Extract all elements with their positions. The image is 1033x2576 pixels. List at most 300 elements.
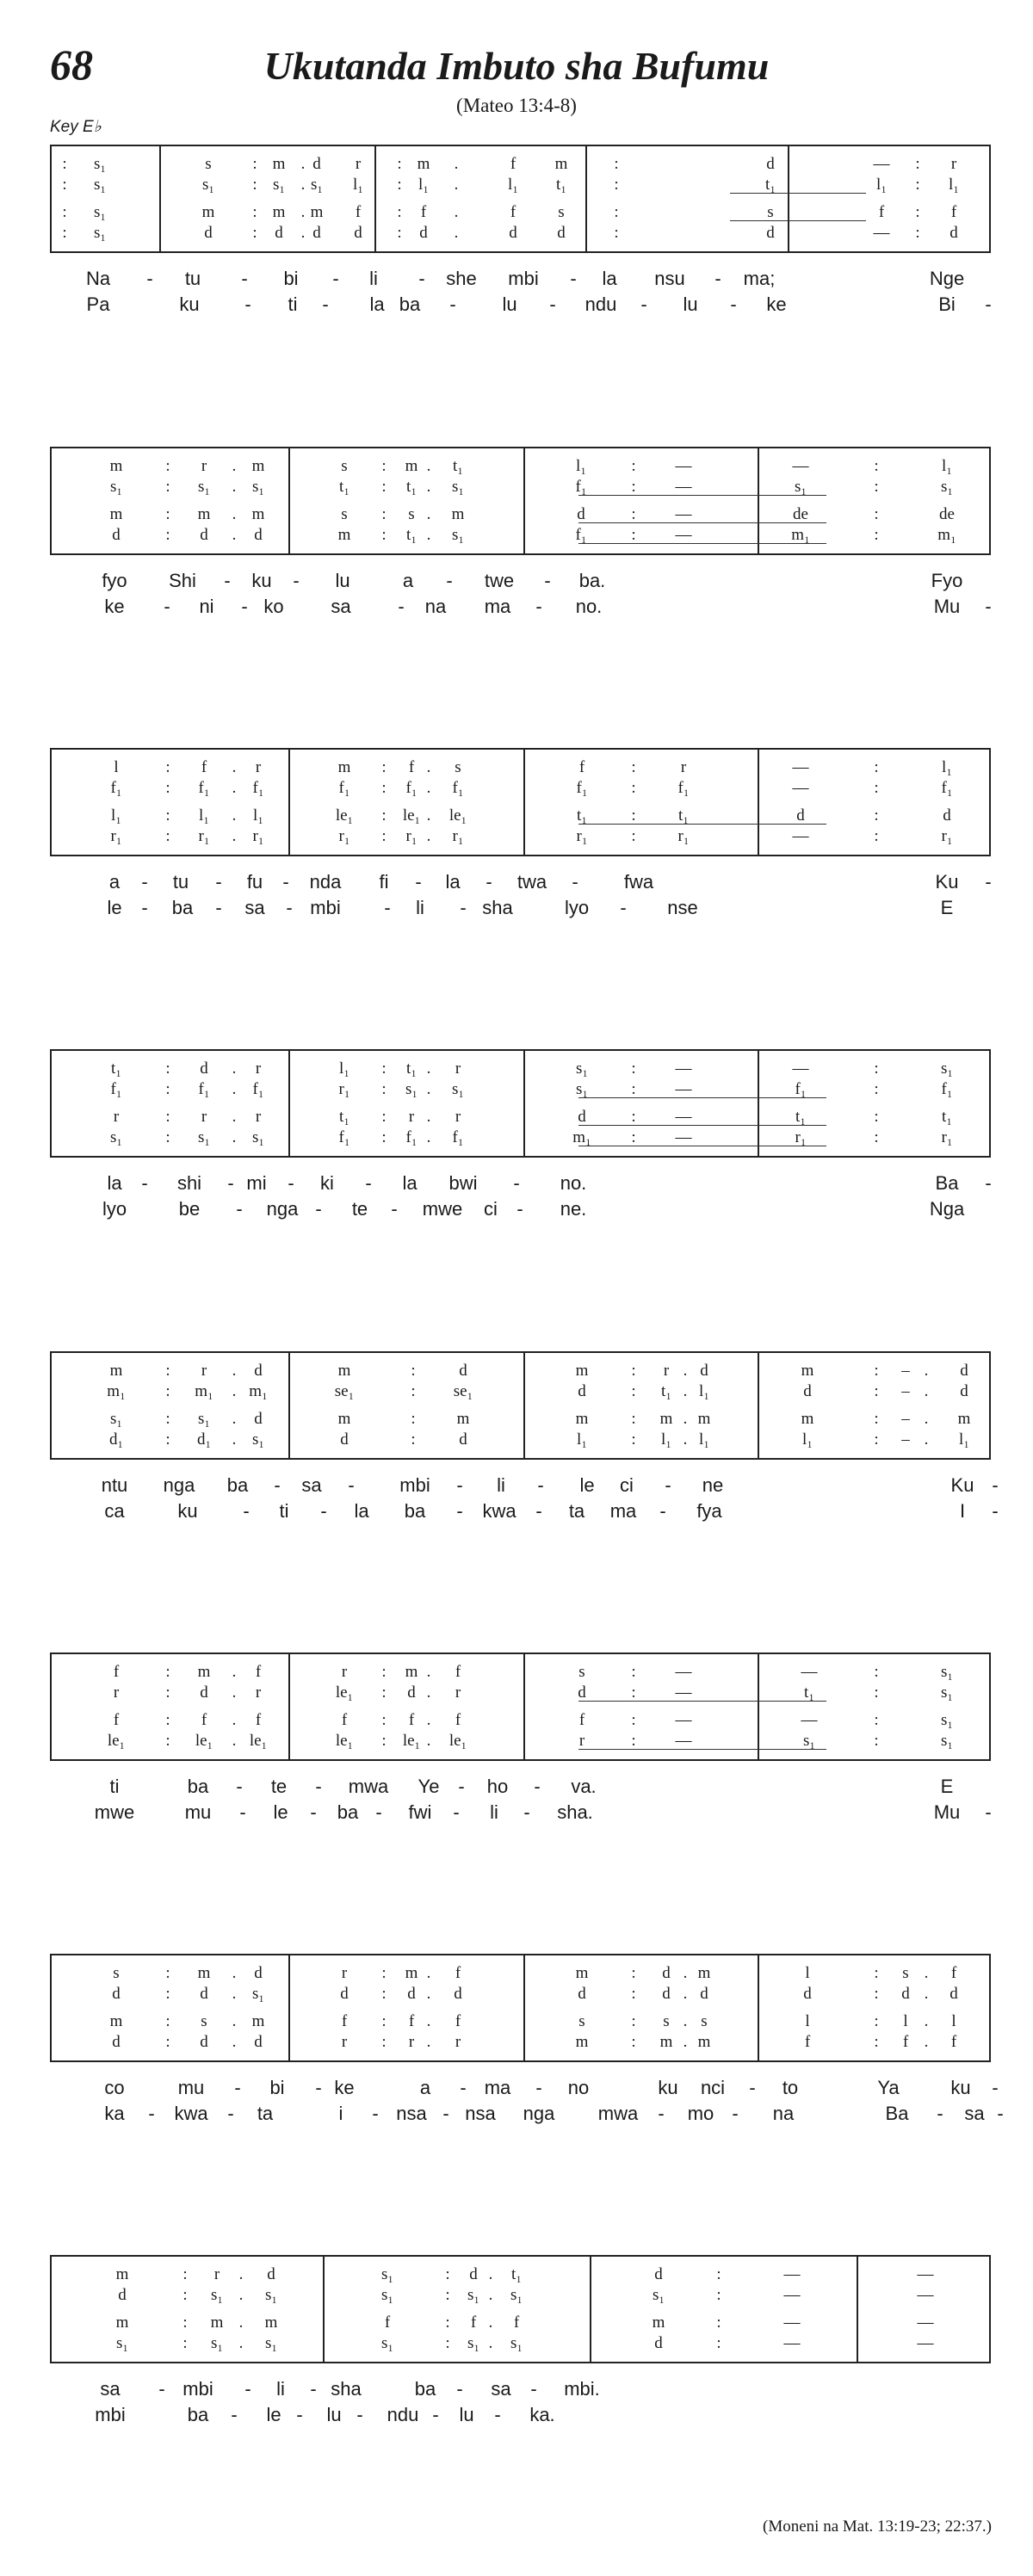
lyric-syllable: - bbox=[231, 2404, 238, 2425]
solfa-note: s₁ bbox=[264, 2286, 278, 2304]
solfa-note: s₁ bbox=[652, 2286, 665, 2304]
solfa-note: . bbox=[232, 1964, 237, 1982]
solfa-note: s₁ bbox=[940, 1663, 954, 1681]
solfa-note: : bbox=[62, 155, 67, 173]
voice-part-row bbox=[52, 224, 989, 243]
lyric-syllable: ci bbox=[484, 1198, 498, 1220]
solfa-note: f bbox=[513, 2313, 520, 2332]
solfa-note: . bbox=[232, 1108, 237, 1126]
lyric-syllable: nda bbox=[309, 871, 342, 893]
solfa-note: — bbox=[675, 1128, 692, 1146]
solfa-note: s bbox=[408, 505, 415, 523]
lyric-syllable: nse bbox=[667, 897, 698, 918]
solfa-note: d bbox=[766, 155, 775, 173]
solfa-note: : bbox=[165, 1663, 170, 1681]
solfa-note: : bbox=[874, 505, 879, 523]
solfa-note: : bbox=[874, 1128, 879, 1146]
lyric-syllable: ba. bbox=[578, 570, 606, 591]
solfa-note: — bbox=[801, 1663, 818, 1681]
solfa-note: f bbox=[578, 758, 585, 776]
lyric-syllable: - bbox=[315, 1198, 322, 1220]
lyric-syllable: - bbox=[456, 1474, 463, 1496]
key-signature: Key E♭ bbox=[50, 118, 102, 136]
solfa-note: : bbox=[915, 155, 920, 173]
lyric-syllable: mbi bbox=[95, 2404, 126, 2425]
solfa-note: f₁ bbox=[575, 526, 587, 544]
solfa-note: f bbox=[113, 1711, 120, 1729]
solfa-note: s bbox=[113, 1964, 120, 1982]
lyric-syllable: ba bbox=[187, 1776, 209, 1797]
solfa-note: . bbox=[683, 2033, 688, 2051]
solfa-note: f₁ bbox=[452, 779, 464, 797]
solfa-note: f₁ bbox=[452, 1128, 464, 1146]
solfa-note: : bbox=[874, 1059, 879, 1078]
lyric-syllable: - bbox=[241, 268, 248, 289]
solfa-note: . bbox=[232, 779, 237, 797]
lyric-syllable: - bbox=[442, 2103, 449, 2124]
solfa-note: d bbox=[459, 1362, 467, 1380]
lyric-syllable: - bbox=[164, 596, 170, 617]
solfa-note: : bbox=[381, 1128, 387, 1146]
solfa-note: f bbox=[341, 1711, 348, 1729]
solfa-note: . bbox=[232, 478, 237, 496]
music-system-1 bbox=[50, 145, 991, 253]
solfa-note: . bbox=[924, 1430, 929, 1449]
lyric-line-verse-1 bbox=[50, 1473, 999, 1498]
solfa-note: : bbox=[182, 2334, 188, 2352]
lyric-syllable: ci bbox=[620, 1474, 634, 1496]
solfa-note: d bbox=[949, 224, 958, 242]
solfa-note: . bbox=[426, 1964, 431, 1982]
solfa-note: s₁ bbox=[575, 1059, 589, 1078]
solfa-note: : bbox=[874, 1080, 879, 1098]
voice-part-row bbox=[52, 1985, 989, 2004]
solfa-note: . bbox=[238, 2286, 244, 2304]
solfa-note: d bbox=[949, 1985, 958, 2003]
solfa-note: : bbox=[874, 2012, 879, 2030]
solfa-note: d bbox=[200, 1985, 208, 2003]
solfa-note: s₁ bbox=[93, 203, 107, 221]
solfa-note: r₁ bbox=[338, 1080, 350, 1098]
solfa-note: . bbox=[426, 1985, 431, 2003]
lyric-syllable: - bbox=[286, 897, 293, 918]
solfa-note: — bbox=[675, 505, 692, 523]
lyric-syllable: - bbox=[224, 570, 231, 591]
lyric-syllable: ko bbox=[263, 596, 284, 617]
solfa-note: m bbox=[652, 2313, 665, 2332]
lyric-syllable: lu bbox=[326, 2404, 342, 2425]
solfa-note: : bbox=[165, 779, 170, 797]
solfa-note: – bbox=[901, 1410, 910, 1428]
solfa-note: — bbox=[783, 2265, 801, 2283]
solfa-note: l₁ bbox=[353, 176, 363, 194]
solfa-note: . bbox=[300, 224, 306, 242]
solfa-note: d₁ bbox=[108, 1430, 124, 1449]
solfa-note: f₁ bbox=[941, 779, 953, 797]
solfa-note: . bbox=[683, 2012, 688, 2030]
solfa-note: — bbox=[917, 2313, 934, 2332]
solfa-note: : bbox=[252, 203, 257, 221]
lyric-syllable: - bbox=[244, 2378, 251, 2400]
solfa-note: f bbox=[408, 758, 415, 776]
solfa-note: m bbox=[251, 457, 265, 475]
solfa-note: : bbox=[381, 1108, 387, 1126]
lyric-line-verse-2 bbox=[50, 2102, 1004, 2126]
lyric-syllable: ta bbox=[568, 1500, 585, 1522]
solfa-note: f bbox=[201, 758, 207, 776]
solfa-note: f₁ bbox=[405, 1128, 418, 1146]
lyric-syllable: - bbox=[513, 1172, 520, 1194]
solfa-note: — bbox=[792, 779, 809, 797]
solfa-note: d bbox=[200, 1059, 208, 1078]
solfa-note: : bbox=[397, 224, 402, 242]
solfa-note: le₁ bbox=[448, 806, 467, 825]
solfa-note: : bbox=[381, 806, 387, 825]
lyric-syllable: mwa bbox=[597, 2103, 639, 2124]
solfa-note: r bbox=[201, 1362, 207, 1380]
lyric-line-verse-2 bbox=[50, 2403, 991, 2427]
solfa-note: — bbox=[675, 478, 692, 496]
lyric-line-verse-2 bbox=[50, 1801, 991, 1825]
lyric-line-verse-2 bbox=[50, 595, 991, 619]
lyric-syllable: E bbox=[940, 1776, 954, 1797]
lyric-syllable: - bbox=[236, 1198, 243, 1220]
solfa-note: d bbox=[204, 224, 213, 242]
solfa-note: d bbox=[654, 2265, 663, 2283]
solfa-note: s₁ bbox=[251, 478, 265, 496]
voice-part-row bbox=[52, 505, 989, 524]
lyric-syllable: - bbox=[227, 2103, 234, 2124]
solfa-note: le₁ bbox=[335, 1732, 354, 1750]
solfa-note: f bbox=[408, 1711, 415, 1729]
voice-part-row bbox=[52, 1711, 989, 1730]
solfa-note: d bbox=[662, 1985, 671, 2003]
solfa-note: . bbox=[924, 1964, 929, 1982]
lyric-syllable: ndu bbox=[585, 293, 617, 315]
solfa-note: . bbox=[232, 758, 237, 776]
lyric-syllable: ku bbox=[950, 2077, 971, 2098]
lyric-syllable: ni bbox=[199, 596, 214, 617]
solfa-note: t₁ bbox=[556, 176, 566, 194]
solfa-note: r₁ bbox=[338, 827, 350, 845]
solfa-note: . bbox=[426, 806, 431, 825]
lyric-syllable: twa bbox=[516, 871, 547, 893]
solfa-note: l₁ bbox=[942, 457, 952, 475]
voice-part-row bbox=[52, 176, 989, 195]
voice-part-row bbox=[52, 1430, 989, 1449]
lyric-syllable: - bbox=[460, 897, 467, 918]
lyric-syllable: lyo bbox=[102, 1198, 127, 1220]
solfa-note: r bbox=[680, 758, 687, 776]
lyric-syllable: I bbox=[959, 1500, 966, 1522]
solfa-note: : bbox=[614, 176, 619, 194]
lyric-syllable: mwe bbox=[422, 1198, 463, 1220]
solfa-note: t₁ bbox=[406, 526, 417, 544]
solfa-note: . bbox=[232, 2012, 237, 2030]
solfa-note: : bbox=[381, 1711, 387, 1729]
lyric-syllable: i bbox=[338, 2103, 343, 2124]
lyric-syllable: - bbox=[486, 871, 492, 893]
solfa-note: r₁ bbox=[576, 827, 588, 845]
solfa-note: : bbox=[874, 1985, 879, 2003]
solfa-note: : bbox=[874, 1683, 879, 1702]
solfa-note: m bbox=[115, 2265, 129, 2283]
voice-part-row bbox=[52, 758, 989, 777]
lyric-syllable: la bbox=[445, 871, 461, 893]
solfa-note: : bbox=[874, 827, 879, 845]
solfa-note: — bbox=[792, 758, 809, 776]
solfa-note: d bbox=[254, 1362, 263, 1380]
solfa-note: f bbox=[950, 2033, 957, 2051]
solfa-note: . bbox=[488, 2313, 493, 2332]
solfa-note: – bbox=[901, 1382, 910, 1400]
voice-part-row bbox=[52, 2286, 989, 2305]
solfa-note: f₁ bbox=[575, 478, 587, 496]
solfa-note: : bbox=[252, 224, 257, 242]
lyric-syllable: lu bbox=[459, 2404, 474, 2425]
solfa-note: . bbox=[924, 1410, 929, 1428]
solfa-note: . bbox=[426, 1683, 431, 1702]
solfa-note: m bbox=[554, 155, 568, 173]
solfa-note: — bbox=[917, 2334, 934, 2352]
solfa-note: : bbox=[411, 1410, 416, 1428]
lyric-syllable: ku bbox=[251, 570, 272, 591]
solfa-note: : bbox=[874, 526, 879, 544]
lyric-syllable: mu bbox=[184, 1801, 212, 1823]
lyric-syllable: - bbox=[544, 570, 551, 591]
lyric-syllable: - bbox=[315, 1776, 322, 1797]
solfa-note: f bbox=[804, 2033, 811, 2051]
lyric-syllable: - bbox=[992, 2077, 999, 2098]
solfa-note: : bbox=[631, 1964, 636, 1982]
lyric-syllable: - bbox=[332, 268, 339, 289]
solfa-note: : bbox=[874, 1362, 879, 1380]
solfa-note: : bbox=[381, 2033, 387, 2051]
solfa-note: l₁ bbox=[508, 176, 518, 194]
lyric-syllable: te bbox=[351, 1198, 368, 1220]
lyric-syllable: - bbox=[732, 2103, 739, 2124]
lyric-syllable: ti bbox=[279, 1500, 289, 1522]
lyric-syllable: lu bbox=[335, 570, 350, 591]
solfa-note: r bbox=[341, 1964, 348, 1982]
lyric-syllable: - bbox=[640, 293, 647, 315]
lyric-syllable: - bbox=[985, 1172, 992, 1194]
solfa-note: . bbox=[238, 2313, 244, 2332]
solfa-note: : bbox=[381, 2012, 387, 2030]
solfa-note: f bbox=[420, 203, 427, 221]
solfa-note: . bbox=[232, 1985, 237, 2003]
solfa-note: r bbox=[201, 1108, 207, 1126]
solfa-note: le₁ bbox=[195, 1732, 213, 1750]
solfa-note: : bbox=[381, 1080, 387, 1098]
lyric-syllable: - bbox=[215, 897, 222, 918]
lyric-syllable: ku bbox=[179, 293, 200, 315]
solfa-note: . bbox=[232, 1410, 237, 1428]
lyric-syllable: - bbox=[985, 596, 992, 617]
slur-line bbox=[578, 1097, 826, 1098]
solfa-note: : bbox=[165, 806, 170, 825]
solfa-note: l bbox=[805, 2012, 810, 2030]
solfa-note: . bbox=[924, 2012, 929, 2030]
solfa-note: m bbox=[575, 1362, 589, 1380]
lyric-syllable: Mu bbox=[933, 596, 961, 617]
solfa-note: s₁ bbox=[467, 2286, 480, 2304]
solfa-note: d bbox=[960, 1382, 968, 1400]
solfa-note: : bbox=[445, 2265, 450, 2283]
solfa-note: : bbox=[381, 478, 387, 496]
solfa-note: s₁ bbox=[510, 2286, 523, 2304]
solfa-note: m bbox=[197, 1663, 211, 1681]
solfa-note: : bbox=[381, 1059, 387, 1078]
solfa-note: s₁ bbox=[380, 2265, 394, 2283]
solfa-note: : bbox=[874, 806, 879, 825]
solfa-note: s₁ bbox=[109, 1128, 123, 1146]
solfa-note: l₁ bbox=[802, 1430, 813, 1449]
solfa-note: . bbox=[232, 1059, 237, 1078]
solfa-note: s₁ bbox=[940, 1732, 954, 1750]
lyric-syllable: - bbox=[384, 897, 391, 918]
solfa-note: s bbox=[201, 2012, 207, 2030]
lyric-line-verse-1 bbox=[50, 1775, 991, 1799]
solfa-note: . bbox=[232, 1128, 237, 1146]
solfa-note: m bbox=[251, 2012, 265, 2030]
solfa-note: : bbox=[631, 1108, 636, 1126]
solfa-note: . bbox=[683, 1382, 688, 1400]
voice-part-row bbox=[52, 1128, 989, 1147]
solfa-note: d bbox=[200, 1683, 208, 1702]
solfa-note: : bbox=[381, 827, 387, 845]
solfa-note: s bbox=[455, 758, 461, 776]
lyric-syllable: la bbox=[354, 1500, 369, 1522]
solfa-note: m bbox=[251, 505, 265, 523]
slur-line bbox=[578, 522, 826, 523]
lyric-syllable: na bbox=[424, 596, 447, 617]
lyric-syllable: la bbox=[369, 293, 385, 315]
solfa-note: – bbox=[901, 1362, 910, 1380]
solfa-note: m bbox=[957, 1410, 971, 1428]
slur-line bbox=[730, 193, 866, 194]
solfa-note: s bbox=[341, 457, 348, 475]
solfa-note: m₁ bbox=[791, 526, 810, 544]
music-system-5 bbox=[50, 1351, 991, 1460]
lyric-syllable: - bbox=[456, 2378, 463, 2400]
solfa-note: . bbox=[488, 2265, 493, 2283]
lyric-syllable: - bbox=[372, 2103, 379, 2124]
voice-part-row bbox=[52, 1410, 989, 1429]
solfa-note: d bbox=[943, 806, 951, 825]
solfa-note: : bbox=[165, 1985, 170, 2003]
voice-part-row bbox=[52, 526, 989, 545]
lyric-syllable: mbi. bbox=[564, 2378, 600, 2400]
solfa-note: le₁ bbox=[402, 1732, 421, 1750]
solfa-note: d bbox=[654, 2334, 663, 2352]
lyric-syllable: - bbox=[537, 1474, 544, 1496]
solfa-note: f bbox=[950, 203, 957, 221]
lyric-syllable: ho bbox=[486, 1776, 509, 1797]
lyric-syllable: mwe bbox=[94, 1801, 135, 1823]
solfa-note: s₁ bbox=[264, 2334, 278, 2352]
solfa-note: : bbox=[411, 1382, 416, 1400]
solfa-note: : bbox=[716, 2265, 721, 2283]
lyric-syllable: li bbox=[276, 2378, 285, 2400]
solfa-note: de bbox=[939, 505, 955, 523]
voice-part-row bbox=[52, 779, 989, 798]
lyric-syllable: - bbox=[375, 1801, 382, 1823]
voice-part-row bbox=[52, 806, 989, 825]
solfa-note: : bbox=[165, 1711, 170, 1729]
solfa-note: : bbox=[631, 457, 636, 475]
lyric-syllable: - bbox=[523, 1801, 530, 1823]
lyric-syllable: fya bbox=[696, 1500, 722, 1522]
solfa-note: : bbox=[397, 176, 402, 194]
solfa-note: t₁ bbox=[795, 1108, 806, 1126]
lyric-syllable: kwa bbox=[482, 1500, 516, 1522]
solfa-note: s₁ bbox=[109, 1410, 123, 1428]
solfa-note: : bbox=[165, 758, 170, 776]
solfa-note: . bbox=[426, 505, 431, 523]
solfa-note: : bbox=[614, 155, 619, 173]
solfa-note: . bbox=[238, 2265, 244, 2283]
solfa-note: s bbox=[767, 203, 774, 221]
lyric-line-verse-2 bbox=[50, 896, 991, 920]
lyric-syllable: - bbox=[449, 293, 456, 315]
solfa-note: f bbox=[902, 2033, 909, 2051]
solfa-note: . bbox=[232, 1382, 237, 1400]
solfa-note: m bbox=[109, 505, 123, 523]
solfa-note: : bbox=[631, 505, 636, 523]
lyric-syllable: - bbox=[985, 871, 992, 893]
solfa-note: : bbox=[381, 1732, 387, 1750]
solfa-note: r bbox=[455, 2033, 461, 2051]
solfa-note: s₁ bbox=[467, 2334, 480, 2352]
solfa-note: s₁ bbox=[802, 1732, 816, 1750]
solfa-note: s₁ bbox=[210, 2286, 224, 2304]
lyric-syllable: Ye bbox=[418, 1776, 440, 1797]
solfa-note: . bbox=[426, 478, 431, 496]
solfa-note: t₁ bbox=[511, 2265, 522, 2283]
voice-part-row bbox=[52, 1663, 989, 1682]
solfa-note: d bbox=[578, 1985, 586, 2003]
solfa-note: t₁ bbox=[678, 806, 689, 825]
solfa-note: . bbox=[426, 827, 431, 845]
solfa-note: m bbox=[272, 155, 286, 173]
solfa-note: . bbox=[426, 758, 431, 776]
solfa-note: d bbox=[796, 806, 805, 825]
lyric-syllable: - bbox=[415, 871, 422, 893]
solfa-note: : bbox=[165, 505, 170, 523]
solfa-note: s₁ bbox=[794, 478, 807, 496]
solfa-note: m bbox=[109, 2012, 123, 2030]
solfa-note: de bbox=[793, 505, 808, 523]
solfa-note: t₁ bbox=[453, 457, 463, 475]
lyric-syllable: le bbox=[107, 897, 122, 918]
lyric-syllable: Ku bbox=[950, 1474, 974, 1496]
lyric-line-verse-2 bbox=[50, 293, 991, 317]
voice-part-row bbox=[52, 2313, 989, 2332]
lyric-syllable: Pa bbox=[86, 293, 110, 315]
solfa-note: d bbox=[803, 1985, 812, 2003]
solfa-note: d bbox=[901, 1985, 910, 2003]
lyric-syllable: Nge bbox=[929, 268, 965, 289]
solfa-note: d bbox=[578, 1382, 586, 1400]
solfa-note: f bbox=[455, 1711, 461, 1729]
hymn-number: 68 bbox=[50, 40, 93, 89]
solfa-note: s₁ bbox=[451, 526, 465, 544]
solfa-note: r bbox=[255, 1683, 262, 1702]
voice-part-row bbox=[52, 478, 989, 497]
solfa-note: . bbox=[232, 1663, 237, 1681]
lyric-syllable: mbi bbox=[399, 1474, 430, 1496]
